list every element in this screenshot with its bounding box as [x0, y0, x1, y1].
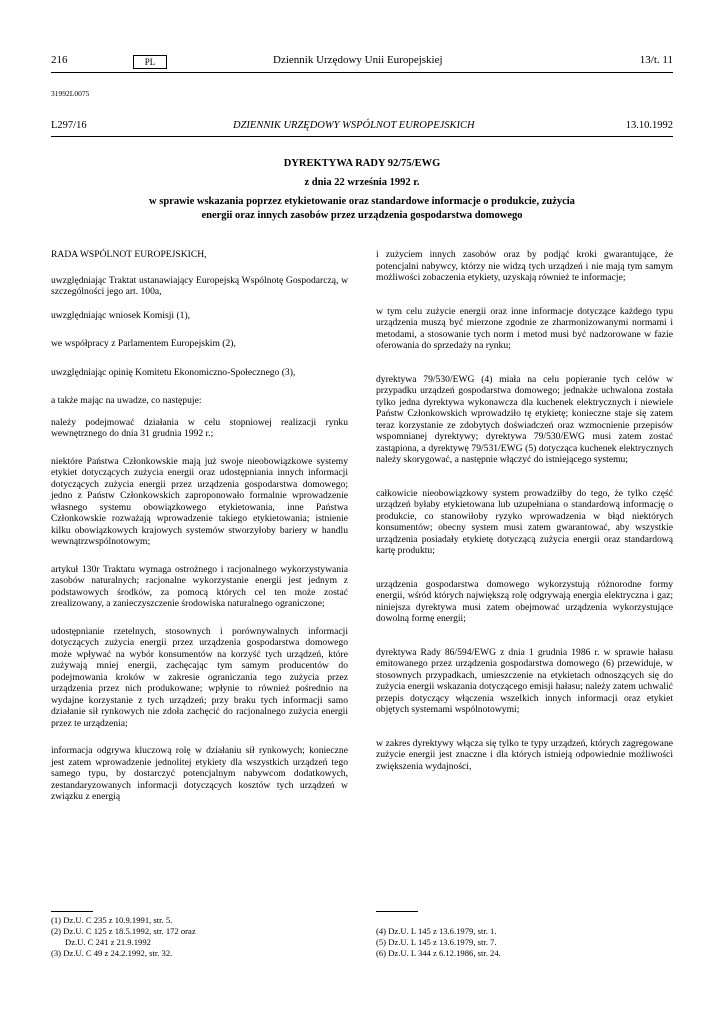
paragraph: informacja odgrywa kluczową rolę w działaniu sił rynkowych; konieczne jest zatem wprowadzenie jednolitej etykiety dla wszystkich urządzeń tego samego typu, by dostarczyć potencjalnym nabywcom dodatkowych, zestandaryzowanych informacji dotyczących kosztów tych urządzeń w związku z energią: [51, 745, 348, 802]
footnote-text: Dz.U. C 235 z 10.9.1991, str. 5.: [63, 915, 173, 925]
footnote: [51, 926, 196, 937]
header-rule: [51, 72, 673, 73]
paragraph: dyrektywa 79/530/EWG (4) miała na celu popieranie tych celów w przypadku urządzeń gospodarstwa domowego; jednakże uchwalona została tylko jedna dyrektywa wykonawcza dla kuchenek elektrycznych i niewiele Państw Członkowskich wprowadziło tę etykietę; konieczne staje się zatem teraz korzystanie ze zdobytych doświadczeń oraz wzmocnienie przepisów wspomnianej dyrektywy; dyrektywa 79/530/EWG musi zatem zostać zastąpiona, a dyrektywę 79/531/EWG (5) dotycząca kuchenek elektrycznych należy skorygować, a następnie włączyć do istniejącego systemu;: [376, 373, 673, 465]
footnote: [51, 948, 196, 959]
original-journal-title: DZIENNIK URZĘDOWY WSPÓLNOT EUROPEJSKICH: [233, 120, 475, 131]
footnote: [376, 926, 501, 937]
footnote-rule-left: [51, 911, 93, 912]
original-ref: L297/16: [51, 120, 87, 131]
footnotes-left: [51, 915, 196, 959]
original-header-rule: [51, 136, 673, 137]
paragraph: uwzględniając opinię Komitetu Ekonomiczno-Społecznego (3),: [51, 366, 296, 378]
journal-title: Dziennik Urzędowy Unii Europejskiej: [273, 54, 443, 66]
footnote-mark: (5): [376, 937, 387, 947]
paragraph: urządzenia gospodarstwa domowego wykorzystują różnorodne formy energii, wśród których największą rolę odgrywają energia elektryczna i gaz; niniejsza dyrektywa musi zatem obejmować urządzenia wykorzystujące dowolną formę energii;: [376, 578, 673, 624]
footnote-text: Dz.U. L 145 z 13.6.1979, str. 7.: [388, 937, 497, 947]
original-date: 13.10.1992: [625, 120, 673, 131]
footnote-rule-right: [376, 911, 418, 912]
directive-subject-line-1: w sprawie wskazania poprzez etykietowanie oraz standardowe informacje o produkcie, zużycia: [149, 196, 575, 207]
paragraph: uwzględniając Traktat ustanawiający Europejską Wspólnotę Gospodarczą, w szczególności jego art. 100a,: [51, 274, 348, 297]
left-column: [51, 249, 348, 803]
footnote-text: Dz.U. C 125 z 18.5.1992, str. 172 oraz: [63, 926, 196, 936]
footnotes-right: [376, 926, 501, 959]
footnote-text: Dz.U. L 145 z 13.6.1979, str. 1.: [388, 926, 497, 936]
footnote-mark: (2): [51, 926, 62, 936]
language-badge: PL: [133, 55, 167, 69]
paragraph: udostępnianie rzetelnych, stosownych i porównywalnych informacji dotyczących zużycia energii przez urządzenia gospodarstwa domowego może wpływać na wybór konsumentów na korzyść tych urządzeń, które zużywają mniej energii, zachęcając tym samym producentów do podejmowania kroków w zakresie ograniczania tego zużycia przez urządzenia przez nich produkowane; wpłynie to również pośrednio na wydajne korzystanie z tych urządzeń; przy braku tych informacji samo działanie sił rynkowych nie zdoła zachęcić do racjonalnego zużycia energii przez te urządzenia;: [51, 625, 348, 729]
paragraph: niektóre Państwa Członkowskie mają już swoje nieobowiązkowe systemy etykiet dotyczących zużycia energii oraz udostępniania innych informacji dotyczących zużycia energii przez urządzenia gospodarstwa domowego; jedno z Państw Członkowskich zaproponowało formalnie wprowadzenie własnego systemu obowiązkowego etykietowania, inne Państwa Członkowskie rozważają wprowadzenie takiego etykietowania; istnienie kilku obowiązkowych krajowych systemów stworzyłoby bariery w handlu wewnątrzwspólnotowym;: [51, 455, 348, 547]
celex-number: 31992L0075: [51, 89, 90, 98]
paragraph: uwzględniając wniosek Komisji (1),: [51, 309, 191, 321]
footnote-text: Dz.U. C 241 z 21.9.1992: [65, 937, 151, 947]
footnote-continuation: [51, 937, 196, 948]
directive-date: z dnia 22 września 1992 r.: [304, 177, 420, 188]
footnote-text: Dz.U. L 344 z 6.12.1986, str. 24.: [388, 948, 501, 958]
footnote-mark: (6): [376, 948, 387, 958]
paragraph: całkowicie nieobowiązkowy system prowadziłby do tego, że tylko część urządzeń byłaby etykietowana lub uzupełniana o standardową informację o produkcie, co stanowiłoby ryzyko wprowadzenia w błąd niektórych konsumentów; obecny system musi zatem gwarantować, aby wszystkie urządzenia posiadały etykietę dotyczącą zużycia energii oraz standardową kartę produktu;: [376, 487, 673, 556]
page-number: 216: [51, 54, 68, 66]
footnote: [376, 937, 501, 948]
paragraph: a także mając na uwadze, co następuje:: [51, 395, 202, 406]
directive-title: DYREKTYWA RADY 92/75/EWG: [283, 158, 441, 169]
right-column: [376, 249, 673, 772]
volume-label: 13/t. 11: [639, 54, 673, 66]
footnote: [51, 915, 196, 926]
paragraph: dyrektywa Rady 86/594/EWG z dnia 1 grudnia 1986 r. w sprawie hałasu emitowanego przez urządzenia gospodarstwa domowego (6) przewiduje, w stosownych przypadkach, umieszczenie na etykietach odnoszących się do zużycia energii wskazania dotyczącego emisji hałasu; należy zatem uchwalić przepis dotyczący włączenia wszelkich innych informacji oraz etykiet objętych systemami wspólnotowymi;: [376, 646, 673, 715]
paragraph: należy podejmować działania w celu stopniowej realizacji rynku wewnętrznego do dnia 31 grudnia 1992 r.;: [51, 416, 348, 439]
paragraph: artykuł 130r Traktatu wymaga ostrożnego i racjonalnego wykorzystywania zasobów naturalnych; racjonalne wykorzystanie energii jest jednym z podstawowych środków, za pomocą których cel ten może zostać zrealizowany, a zanieczyszczenie środowiska naturalnego ograniczone;: [51, 563, 348, 609]
footnote-mark: (1): [51, 915, 62, 925]
directive-subject-line-2: energii oraz innych zasobów przez urządzenia gospodarstwa domowego: [201, 210, 523, 221]
footnote-text: Dz.U. C 49 z 24.2.1992, str. 32.: [63, 948, 173, 958]
paragraph: w zakres dyrektywy włącza się tylko te typy urządzeń, których zagregowane zużycie energii jest znaczne i dla których istnieją odpowiednie możliwości zwiększenia wydajności,: [376, 737, 673, 772]
footnote-mark: (4): [376, 926, 387, 936]
paragraph: RADA WSPÓLNOT EUROPEJSKICH,: [51, 249, 207, 260]
paragraph: w tym celu zużycie energii oraz inne informacje dotyczące każdego typu urządzenia muszą być mierzone zgodnie ze zharmonizowanymi normami i metodami, a stosowanie tych norm i metod musi być nadzorowane w fazie oferowania do sprzedaży na rynku;: [376, 305, 673, 351]
paragraph: we współpracy z Parlamentem Europejskim (2),: [51, 338, 236, 349]
paragraph: i zużyciem innych zasobów oraz by podjąć kroki gwarantujące, że potencjalni nabywcy, którzy nie widzą tych urządzeń i nie mają tym samym możliwości zobaczenia etykiety, uzyskają również te informacje;: [376, 249, 673, 283]
footnote-mark: (3): [51, 948, 62, 958]
footnote: [376, 948, 501, 959]
